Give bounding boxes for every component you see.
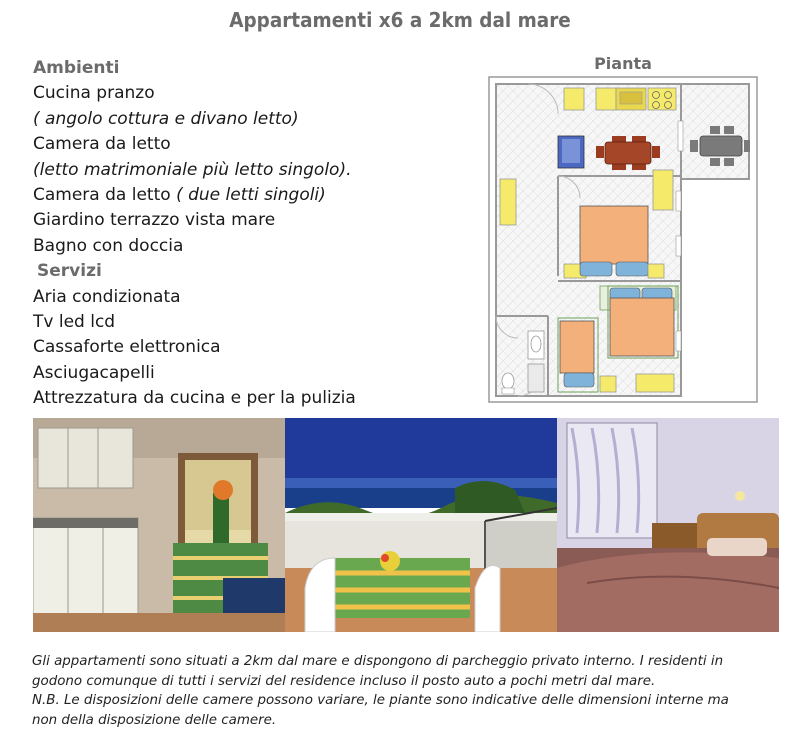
floor-plan xyxy=(488,76,758,408)
footer-notes xyxy=(32,652,782,730)
plan-label: Pianta xyxy=(594,54,652,73)
ambienti-heading: Ambienti xyxy=(33,58,120,78)
servizi-item: Cassaforte elettronica xyxy=(33,337,221,358)
page-title: Appartamenti x6 a 2km dal mare xyxy=(229,8,571,32)
servizi-item: Aria condizionata xyxy=(33,286,181,307)
bedroom-photo xyxy=(557,418,779,632)
ambienti-item: Bagno con doccia xyxy=(33,235,184,256)
footer-line: Gli appartamenti sono situati a 2km dal mare e dispongono di parcheggio privato interno. I residenti in xyxy=(32,654,724,669)
servizi-heading: Servizi xyxy=(37,261,102,282)
ambienti-item-note: ( angolo cottura e divano letto) xyxy=(33,108,299,129)
terrace-photo xyxy=(285,418,557,632)
ambienti-item: Camera da letto xyxy=(33,134,171,155)
footer-line: non della disposizione delle camere. xyxy=(32,712,277,728)
servizi-item: Tv led lcd xyxy=(33,312,116,333)
ambienti-item: Cucina pranzo xyxy=(33,83,155,104)
servizi-item: Asciugacapelli xyxy=(33,362,155,383)
features-list xyxy=(33,56,473,412)
ambienti-item-note: ( due letti singoli) xyxy=(176,185,326,206)
ambienti-item xyxy=(33,183,473,208)
kitchen-photo xyxy=(33,418,285,632)
ambienti-item-label: Camera da letto xyxy=(33,185,171,206)
footer-line: godono comunque di tutti i servizi del residence incluso il posto auto a pochi metri dal mare. xyxy=(32,673,656,689)
footer-line: N.B. Le disposizioni delle camere possono variare, le piante sono indicative delle dimensioni interne ma xyxy=(32,693,729,708)
servizi-item: Attrezzatura da cucina e per la pulizia xyxy=(33,388,356,409)
ambienti-item: Giardino terrazzo vista mare xyxy=(33,210,276,231)
ambienti-item-note: (letto matrimoniale più letto singolo). xyxy=(33,159,352,180)
